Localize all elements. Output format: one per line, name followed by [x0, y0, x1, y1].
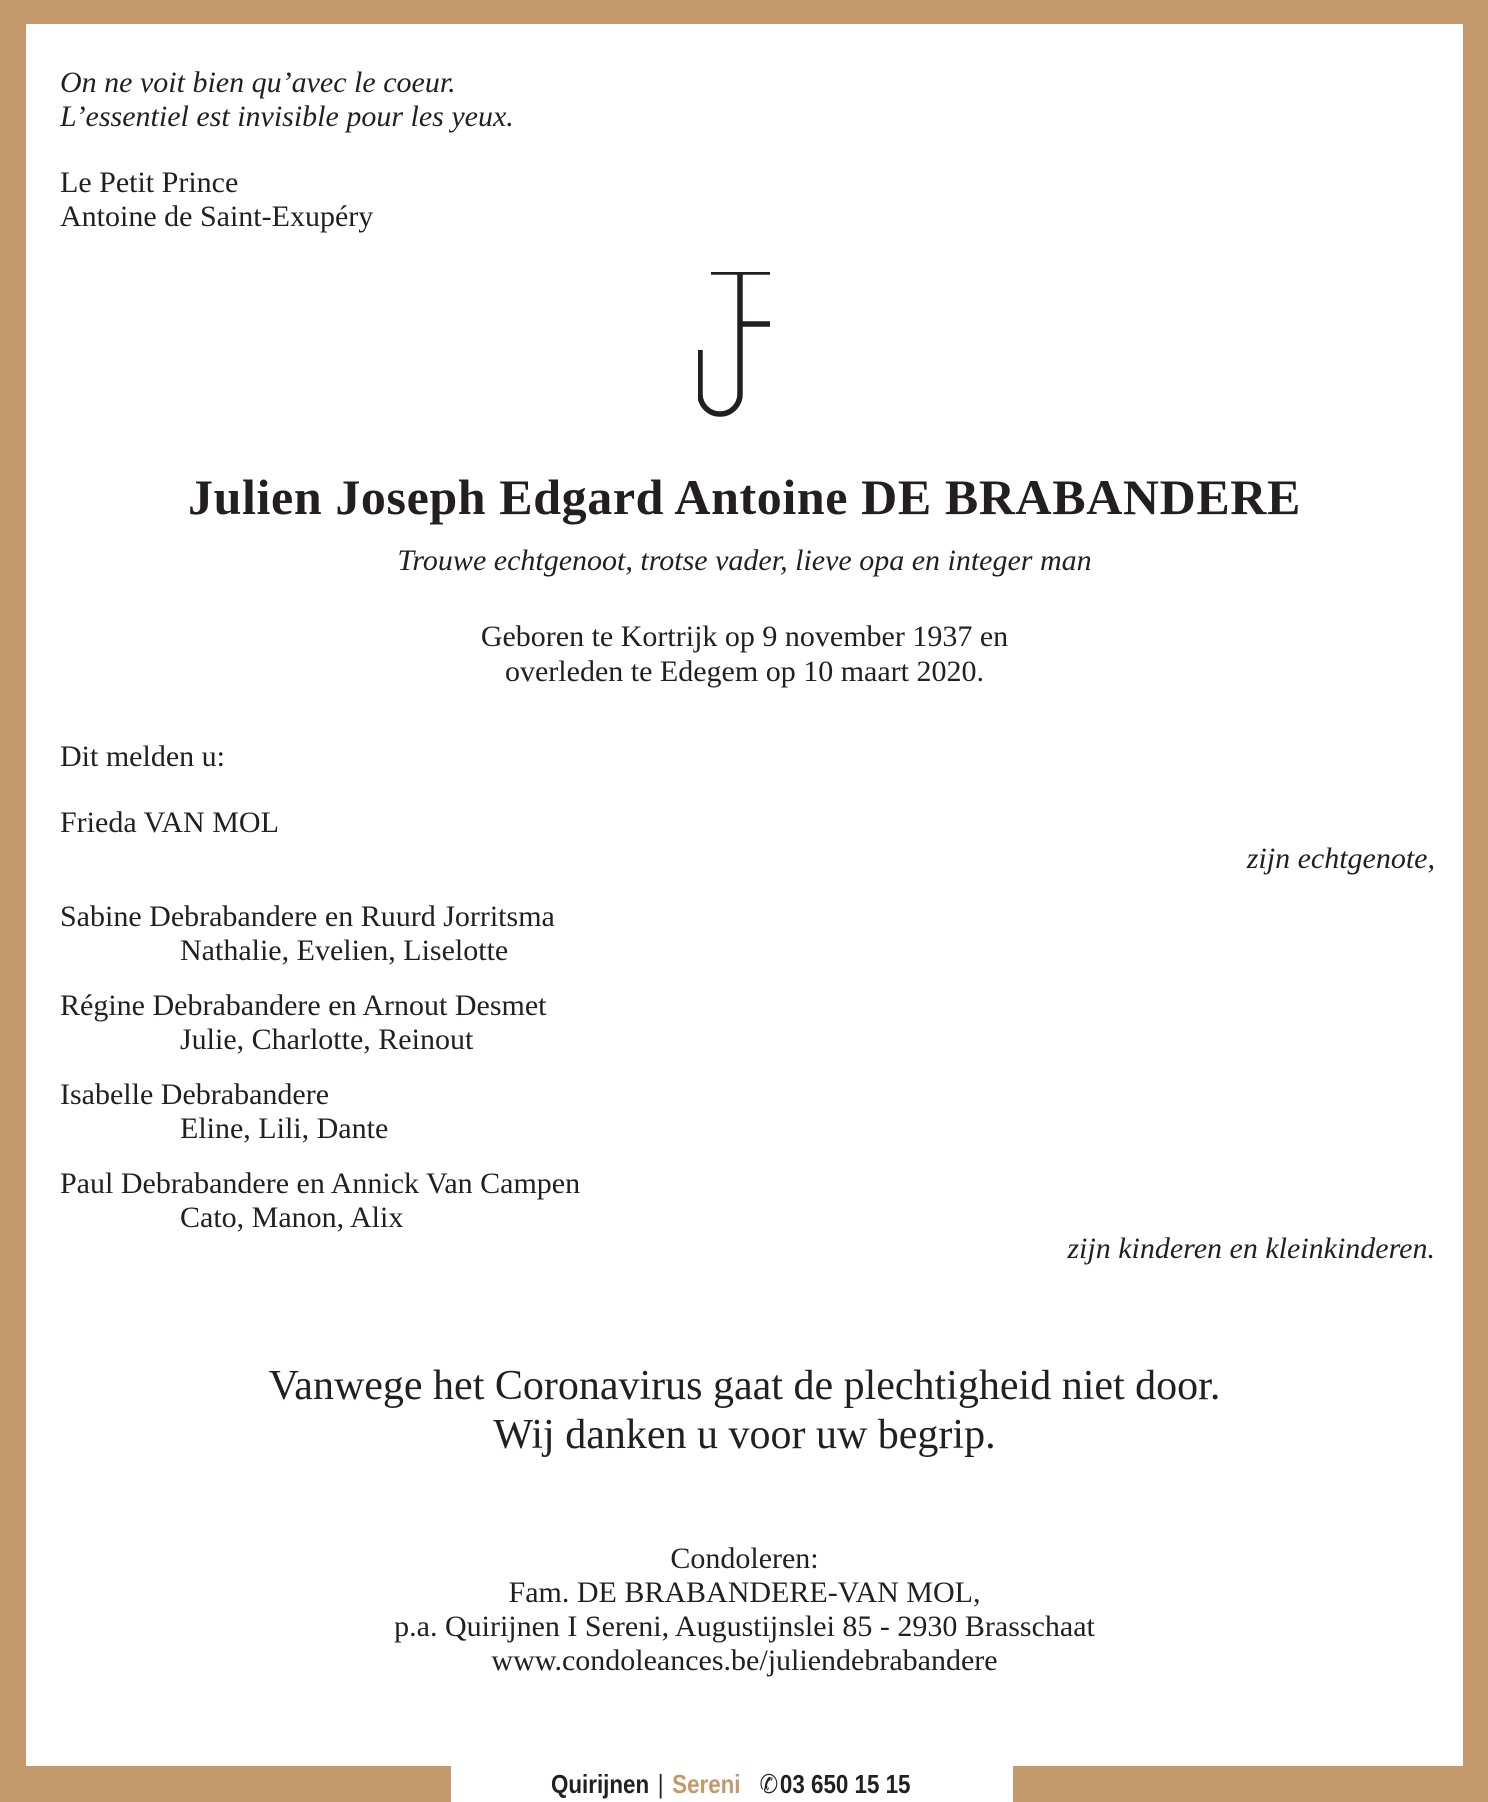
condolences-block	[26, 1542, 1463, 1678]
jf-monogram-icon	[698, 272, 794, 422]
frame-bottom-left	[26, 1766, 451, 1802]
spouse-name: Frieda VAN MOL	[60, 806, 279, 839]
frame-bottom-right	[1013, 1766, 1463, 1802]
family-parents: Régine Debrabandere en Arnout Desmet	[60, 989, 547, 1022]
spouse-role: zijn echtgenote,	[1246, 842, 1435, 875]
condolences-address: p.a. Quirijnen I Sereni, Augustijnslei 85 - 2930 Brasschaat	[394, 1610, 1095, 1643]
family-group	[60, 900, 555, 968]
quote-attribution	[60, 166, 373, 234]
condolences-website[interactable]: www.condoleances.be/juliendebrabandere	[491, 1644, 998, 1677]
life-dates	[26, 619, 1463, 689]
condolences-family: Fam. DE BRABANDERE-VAN MOL,	[508, 1576, 981, 1609]
attribution-work: Le Petit Prince	[60, 166, 239, 199]
birth-line: Geboren te Kortrijk op 9 november 1937 en	[480, 620, 1009, 653]
condolences-label: Condoleren:	[670, 1542, 819, 1575]
attribution-author: Antoine de Saint-Exupéry	[60, 200, 374, 233]
quote-line-1: On ne voit bien qu’avec le coeur.	[60, 66, 456, 99]
family-group	[60, 989, 547, 1057]
family-grandchildren: Eline, Lili, Dante	[180, 1112, 389, 1145]
family-grandchildren: Nathalie, Evelien, Liselotte	[180, 934, 509, 967]
quote-line-2: L’essentiel est invisible pour les yeux.	[60, 100, 514, 133]
family-group	[60, 1167, 580, 1235]
logo-separator: |	[657, 1769, 664, 1799]
children-role: zijn kinderen en kleinkinderen.	[1067, 1232, 1435, 1265]
ceremony-notice	[26, 1362, 1463, 1460]
family-parents: Paul Debrabandere en Annick Van Campen	[60, 1167, 581, 1200]
announcement-label: Dit melden u:	[60, 740, 225, 773]
funeral-home-logo	[551, 1766, 910, 1802]
death-line: overleden te Edegem op 10 maart 2020.	[504, 655, 984, 688]
family-parents: Sabine Debrabandere en Ruurd Jorritsma	[60, 900, 555, 933]
logo-brand-sereni: Sereni	[672, 1769, 741, 1799]
family-parents: Isabelle Debrabandere	[60, 1078, 330, 1111]
epigraph-quote	[60, 66, 514, 134]
deceased-tribute: Trouwe echtgenoot, trotse vader, lieve opa en integer man	[397, 544, 1092, 577]
notice-line-2: Wij danken u voor uw begrip.	[493, 1412, 996, 1458]
logo-brand-quirijnen: Quirijnen	[551, 1769, 650, 1799]
family-group	[60, 1078, 388, 1146]
family-grandchildren: Julie, Charlotte, Reinout	[180, 1023, 474, 1056]
phone-icon: ✆	[759, 1769, 779, 1799]
notice-line-1: Vanwege het Coronavirus gaat de plechtigheid niet door.	[268, 1363, 1221, 1409]
family-grandchildren: Cato, Manon, Alix	[180, 1201, 404, 1234]
footer-phone-number: 03 650 15 15	[779, 1769, 911, 1799]
deceased-name: Julien Joseph Edgard Antoine DE BRABANDERE	[188, 469, 1301, 525]
obituary-card	[26, 24, 1463, 1802]
